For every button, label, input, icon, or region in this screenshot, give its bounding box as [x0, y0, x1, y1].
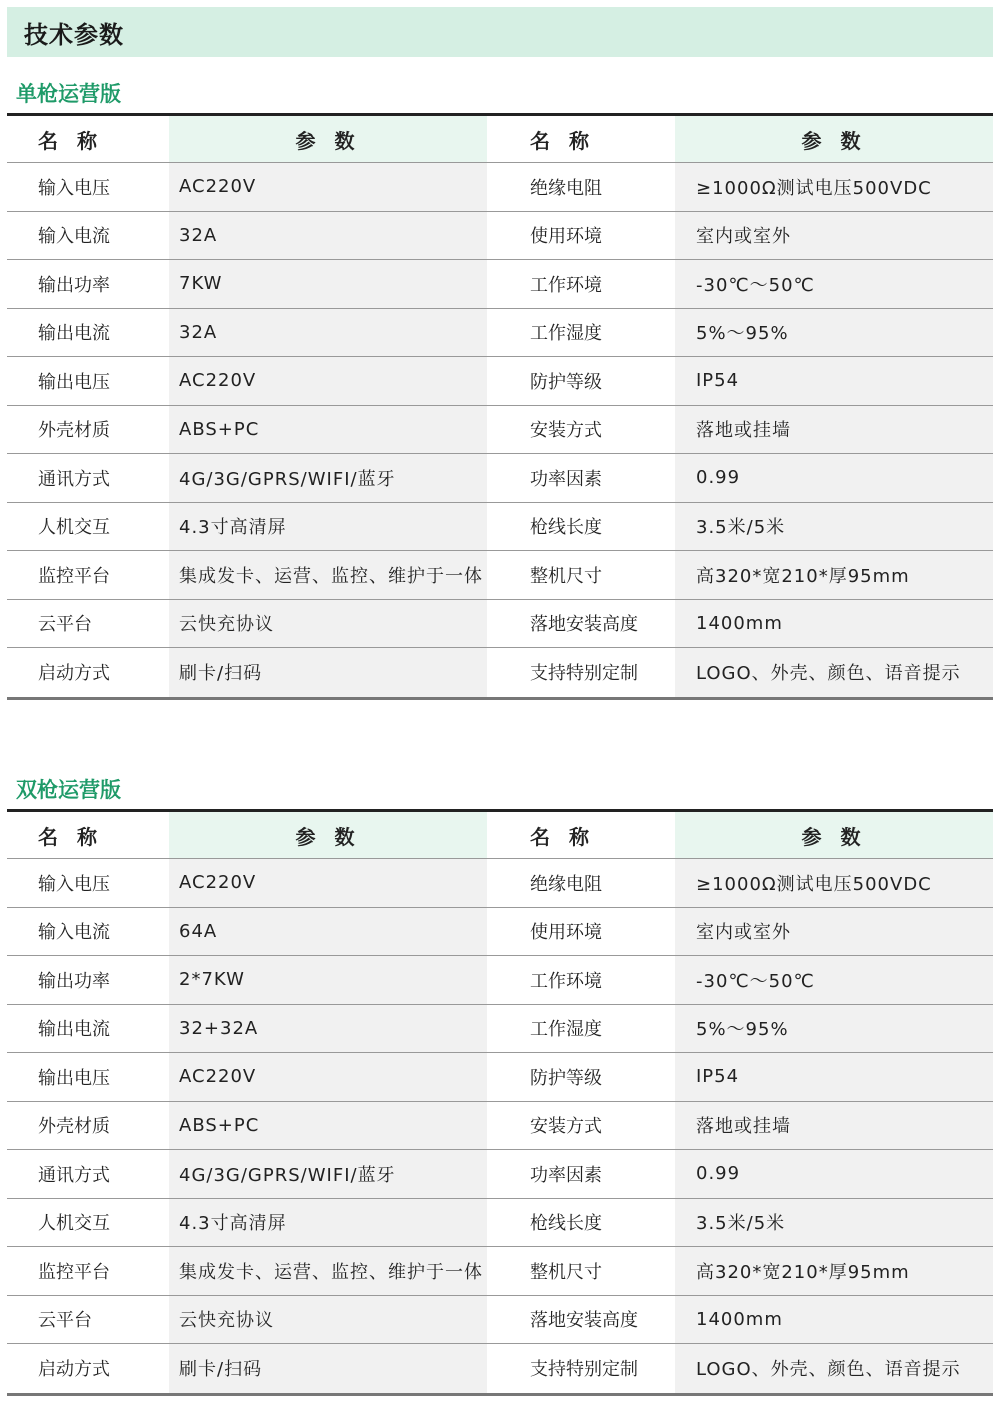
table-row	[7, 1344, 993, 1393]
spec-name: 云平台	[38, 614, 92, 636]
spec-value: 64A	[169, 908, 487, 956]
spec-value: 高320*宽210*厚95mm	[675, 1247, 993, 1295]
spec-value: 落地或挂墙	[675, 406, 993, 454]
spec-name: 功率因素	[530, 1164, 602, 1186]
spec-name: 输入电流	[38, 226, 110, 248]
spec-name: 整机尺寸	[530, 565, 602, 587]
table-row	[7, 1102, 993, 1151]
header-name-right: 名 称	[530, 128, 595, 153]
spec-name: 功率因素	[530, 468, 602, 490]
section-title-single: 单枪运营版	[16, 82, 121, 106]
table-header-row	[7, 116, 993, 163]
spec-value: AC220V	[169, 357, 487, 405]
table-row	[7, 309, 993, 358]
spec-name: 输出电压	[38, 1067, 110, 1089]
spec-name: 输出功率	[38, 274, 110, 296]
spec-name: 通讯方式	[38, 468, 110, 490]
spec-name: 落地安装高度	[530, 1310, 638, 1332]
table-row	[7, 1247, 993, 1296]
spec-value: 0.99	[675, 1150, 993, 1198]
table-row	[7, 1296, 993, 1345]
spec-name: 支持特别定制	[530, 663, 638, 685]
spec-value: LOGO、外壳、颜色、语音提示	[675, 1344, 993, 1393]
table-row	[7, 956, 993, 1005]
spec-value: 高320*宽210*厚95mm	[675, 551, 993, 599]
spec-name: 输出电流	[38, 323, 110, 345]
spec-name: 监控平台	[38, 1261, 110, 1283]
table-row	[7, 859, 993, 908]
spec-name: 整机尺寸	[530, 1261, 602, 1283]
spec-name: 落地安装高度	[530, 614, 638, 636]
spec-value: 1400mm	[675, 600, 993, 648]
table-row	[7, 1199, 993, 1248]
table-row	[7, 648, 993, 697]
spec-name: 云平台	[38, 1310, 92, 1332]
spec-value: AC220V	[169, 1053, 487, 1101]
header-param-right: 参 数	[675, 812, 993, 858]
spec-value: AC220V	[169, 163, 487, 211]
spec-name: 使用环境	[530, 922, 602, 944]
spec-value: -30℃～50℃	[675, 260, 993, 308]
header-name-left: 名 称	[38, 128, 103, 153]
spec-name: 输出功率	[38, 970, 110, 992]
spec-name: 外壳材质	[38, 1116, 110, 1138]
spec-name: 输出电流	[38, 1019, 110, 1041]
spec-value: 4G/3G/GPRS/WIFI/蓝牙	[169, 1150, 487, 1198]
spec-name: 支持特别定制	[530, 1359, 638, 1381]
spec-value: IP54	[675, 1053, 993, 1101]
spec-value: 0.99	[675, 454, 993, 502]
spec-value: 室内或室外	[675, 212, 993, 260]
spec-name: 外壳材质	[38, 420, 110, 442]
spec-value: -30℃～50℃	[675, 956, 993, 1004]
spec-name: 绝缘电阻	[530, 873, 602, 895]
spec-name: 启动方式	[38, 663, 110, 685]
spec-name: 使用环境	[530, 226, 602, 248]
table-row	[7, 1005, 993, 1054]
table-row	[7, 600, 993, 649]
spec-table-dual	[7, 809, 993, 1396]
table-row	[7, 406, 993, 455]
spec-value: ≥1000Ω测试电压500VDC	[675, 163, 993, 211]
spec-value: 集成发卡、运营、监控、维护于一体	[169, 1247, 487, 1295]
table-row	[7, 163, 993, 212]
page-title: 技术参数	[24, 20, 124, 49]
table-row	[7, 1053, 993, 1102]
table-row	[7, 908, 993, 957]
spec-value: 刷卡/扫码	[169, 1344, 487, 1393]
spec-name: 输入电压	[38, 177, 110, 199]
header-param-right: 参 数	[675, 116, 993, 162]
table-row	[7, 260, 993, 309]
spec-value: AC220V	[169, 859, 487, 907]
spec-name: 输入电流	[38, 922, 110, 944]
spec-value: 5%～95%	[675, 1005, 993, 1053]
table-row	[7, 357, 993, 406]
spec-name: 绝缘电阻	[530, 177, 602, 199]
table-row	[7, 1150, 993, 1199]
spec-name: 启动方式	[38, 1359, 110, 1381]
spec-name: 工作湿度	[530, 323, 602, 345]
spec-value: IP54	[675, 357, 993, 405]
spec-value: ABS+PC	[169, 406, 487, 454]
table-row	[7, 503, 993, 552]
spec-value: 室内或室外	[675, 908, 993, 956]
spec-value: 云快充协议	[169, 1296, 487, 1344]
spec-value: LOGO、外壳、颜色、语音提示	[675, 648, 993, 697]
spec-name: 安装方式	[530, 1116, 602, 1138]
header-name-right: 名 称	[530, 824, 595, 849]
spec-name: 安装方式	[530, 420, 602, 442]
spec-value: 云快充协议	[169, 600, 487, 648]
spec-name: 人机交互	[38, 1213, 110, 1235]
section-title-dual: 双枪运营版	[16, 778, 121, 802]
spec-name: 防护等级	[530, 1067, 602, 1089]
spec-name: 人机交互	[38, 517, 110, 539]
spec-value: 4.3寸高清屏	[169, 503, 487, 551]
spec-value: 5%～95%	[675, 309, 993, 357]
spec-value: 4.3寸高清屏	[169, 1199, 487, 1247]
table-row	[7, 212, 993, 261]
header-param-left: 参 数	[169, 812, 487, 858]
spec-value: 32+32A	[169, 1005, 487, 1053]
table-header-row	[7, 812, 993, 859]
spec-value: ABS+PC	[169, 1102, 487, 1150]
header-param-left: 参 数	[169, 116, 487, 162]
spec-value: ≥1000Ω测试电压500VDC	[675, 859, 993, 907]
spec-value: 32A	[169, 309, 487, 357]
spec-name: 防护等级	[530, 371, 602, 393]
spec-name: 工作环境	[530, 970, 602, 992]
spec-value: 2*7KW	[169, 956, 487, 1004]
spec-value: 4G/3G/GPRS/WIFI/蓝牙	[169, 454, 487, 502]
spec-value: 32A	[169, 212, 487, 260]
spec-name: 工作湿度	[530, 1019, 602, 1041]
spec-name: 通讯方式	[38, 1164, 110, 1186]
spec-value: 7KW	[169, 260, 487, 308]
spec-value: 3.5米/5米	[675, 503, 993, 551]
spec-value: 落地或挂墙	[675, 1102, 993, 1150]
spec-table-single	[7, 113, 993, 700]
spec-name: 枪线长度	[530, 1213, 602, 1235]
spec-value: 3.5米/5米	[675, 1199, 993, 1247]
spec-name: 枪线长度	[530, 517, 602, 539]
table-row	[7, 454, 993, 503]
header-name-left: 名 称	[38, 824, 103, 849]
spec-value: 1400mm	[675, 1296, 993, 1344]
spec-name: 工作环境	[530, 274, 602, 296]
spec-value: 刷卡/扫码	[169, 648, 487, 697]
table-row	[7, 551, 993, 600]
spec-value: 集成发卡、运营、监控、维护于一体	[169, 551, 487, 599]
spec-name: 监控平台	[38, 565, 110, 587]
page-header	[7, 7, 993, 57]
spec-name: 输出电压	[38, 371, 110, 393]
spec-name: 输入电压	[38, 873, 110, 895]
